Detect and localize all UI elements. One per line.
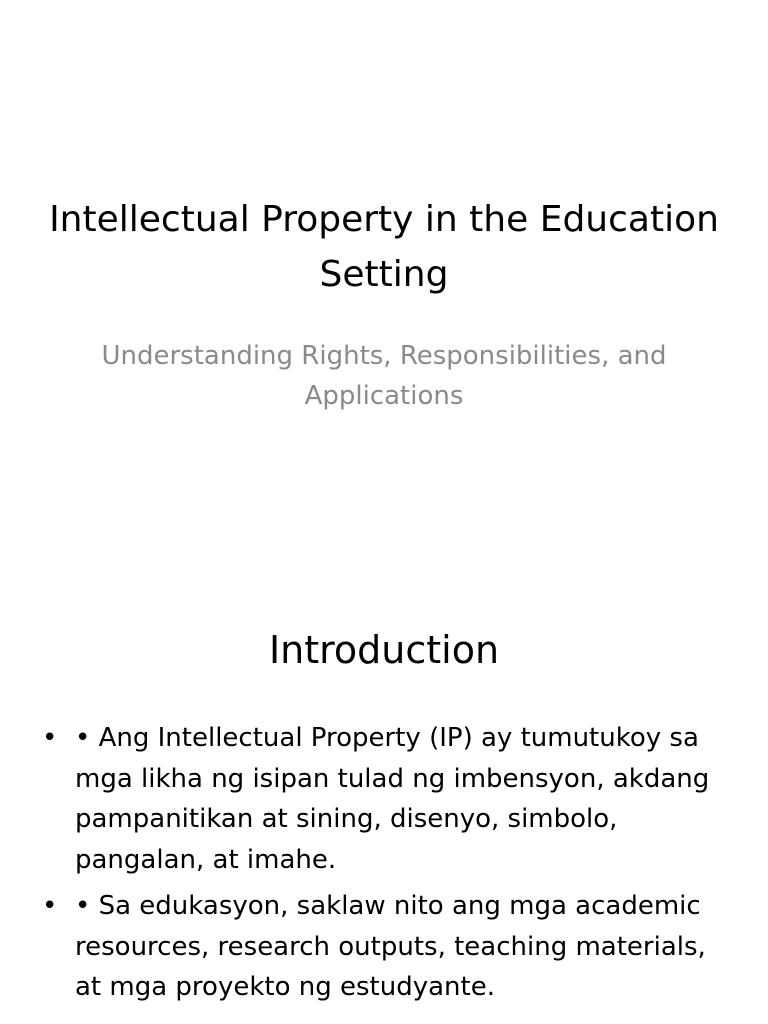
bullet-dot-icon: • <box>42 723 58 753</box>
bullet-list <box>42 718 728 1014</box>
bullet-dot-icon: • <box>42 891 58 921</box>
slide-title: Intellectual Property in the Education Setting <box>49 199 719 295</box>
bullet-text: • Sa edukasyon, saklaw nito ang mga academic resources, research outputs, teaching materials, at mga proyekto ng estudyante. <box>75 891 706 1002</box>
slide-heading: Introduction <box>268 628 500 672</box>
slide-subtitle: Understanding Rights, Responsibilities, and Applications <box>101 341 667 411</box>
introduction-slide <box>0 576 768 1024</box>
bullet-item <box>42 886 728 1008</box>
bullet-item <box>42 718 728 880</box>
bullet-text: • Ang Intellectual Property (IP) ay tumutukoy sa mga likha ng isipan tulad ng imbensyon, akdang pampanitikan at sining, disenyo, simbolo, pangalan, at imahe. <box>75 723 710 875</box>
